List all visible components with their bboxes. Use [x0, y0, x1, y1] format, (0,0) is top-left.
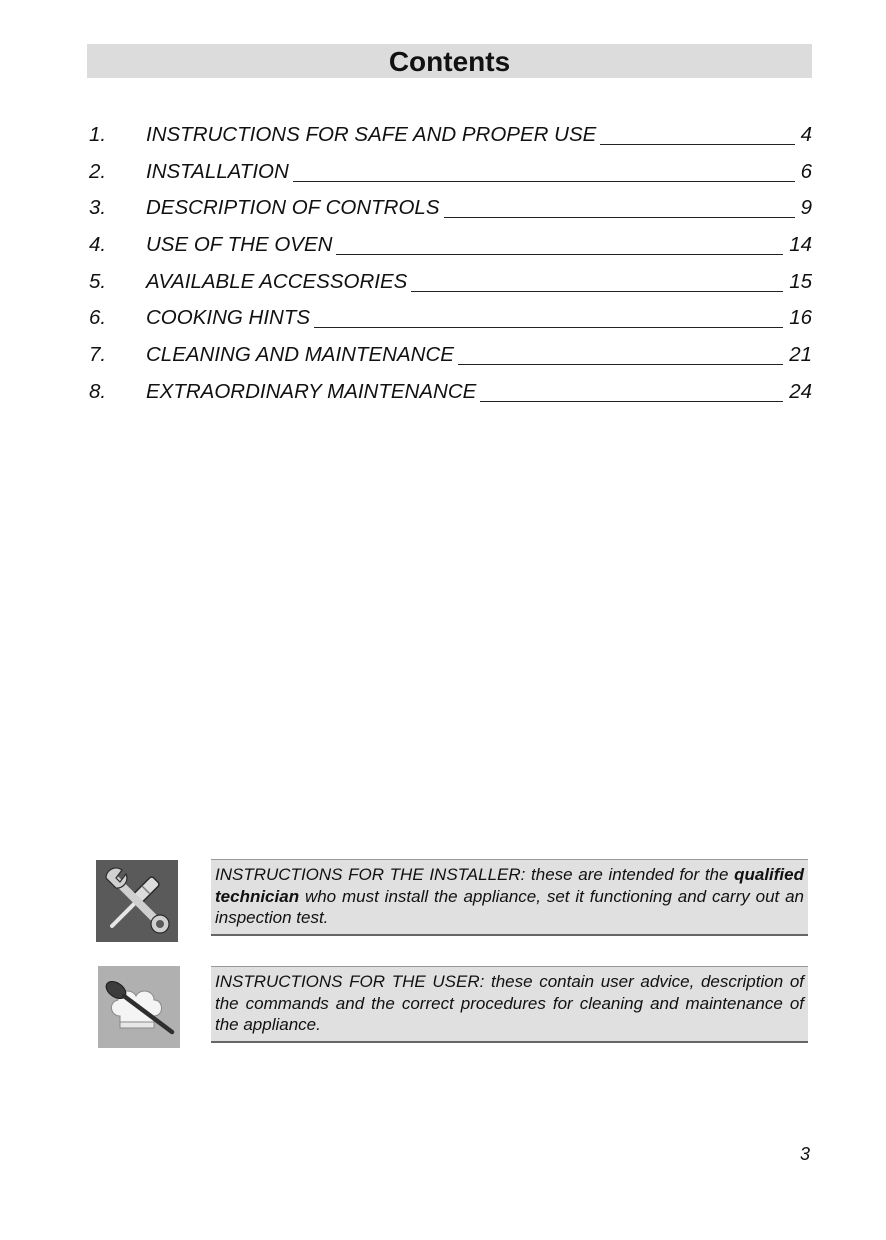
installer-text-bold: qualified technician — [215, 865, 804, 906]
toc-number: 8. — [89, 379, 107, 403]
toc-entry[interactable] — [89, 155, 812, 192]
toc-leader — [600, 144, 794, 145]
toc-page: 4 — [800, 123, 812, 146]
toc-leader — [314, 327, 783, 328]
toc-title: COOKING HINTS — [146, 306, 311, 330]
page-number: 3 — [799, 1144, 810, 1164]
table-of-contents — [89, 118, 812, 412]
toc-leader — [458, 364, 783, 365]
toc-leader — [293, 181, 795, 182]
wrench-screwdriver-icon — [96, 860, 178, 942]
toc-number: 3. — [89, 196, 107, 220]
installer-instructions-text — [211, 859, 808, 936]
contents-title-bar — [87, 44, 812, 78]
toc-entry[interactable] — [89, 375, 812, 412]
toc-title: EXTRAORDINARY MAINTENANCE — [146, 379, 477, 403]
page-title: Contents — [388, 46, 511, 77]
toc-number: 7. — [89, 343, 107, 367]
toc-entry[interactable] — [89, 118, 812, 155]
installer-note — [96, 860, 812, 944]
toc-leader — [336, 254, 783, 255]
toc-page: 15 — [789, 269, 812, 293]
toc-title: DESCRIPTION OF CONTROLS — [146, 196, 440, 220]
toc-title: AVAILABLE ACCESSORIES — [146, 269, 408, 293]
toc-number: 5. — [89, 269, 107, 293]
toc-page: 21 — [789, 343, 812, 367]
toc-page: 24 — [789, 379, 812, 403]
user-note — [96, 966, 812, 1050]
toc-number: 6. — [89, 306, 107, 330]
toc-title: USE OF THE OVEN — [146, 233, 333, 257]
toc-entry[interactable] — [89, 228, 812, 265]
toc-leader — [444, 217, 795, 218]
user-instructions-text: INSTRUCTIONS FOR THE USER: these contain user advice, description of the commands and the correct procedures for cleaning and maintenance of the appliance. — [211, 966, 808, 1043]
toc-entry[interactable] — [89, 301, 812, 338]
toc-entry[interactable] — [89, 338, 812, 375]
installer-text-start: INSTRUCTIONS FOR THE INSTALLER: these are intended for the — [215, 865, 735, 884]
toc-number: 2. — [89, 159, 107, 183]
installer-text-end: who must install the appliance, set it functioning and carry out an inspection test. — [215, 886, 804, 927]
spoon-chef-hat-icon — [98, 966, 180, 1048]
toc-leader — [411, 291, 783, 292]
toc-page: 14 — [789, 233, 812, 257]
toc-leader — [480, 401, 783, 402]
toc-page: 9 — [800, 196, 812, 220]
toc-title: INSTALLATION — [146, 159, 289, 183]
toc-entry[interactable] — [89, 265, 812, 302]
toc-page: 6 — [800, 159, 812, 183]
toc-page: 16 — [789, 306, 812, 330]
toc-entry[interactable] — [89, 191, 812, 228]
toc-number: 4. — [89, 233, 107, 257]
toc-title: CLEANING AND MAINTENANCE — [146, 343, 454, 367]
toc-number: 1. — [89, 123, 107, 146]
toc-title: INSTRUCTIONS FOR SAFE AND PROPER USE — [146, 123, 597, 146]
